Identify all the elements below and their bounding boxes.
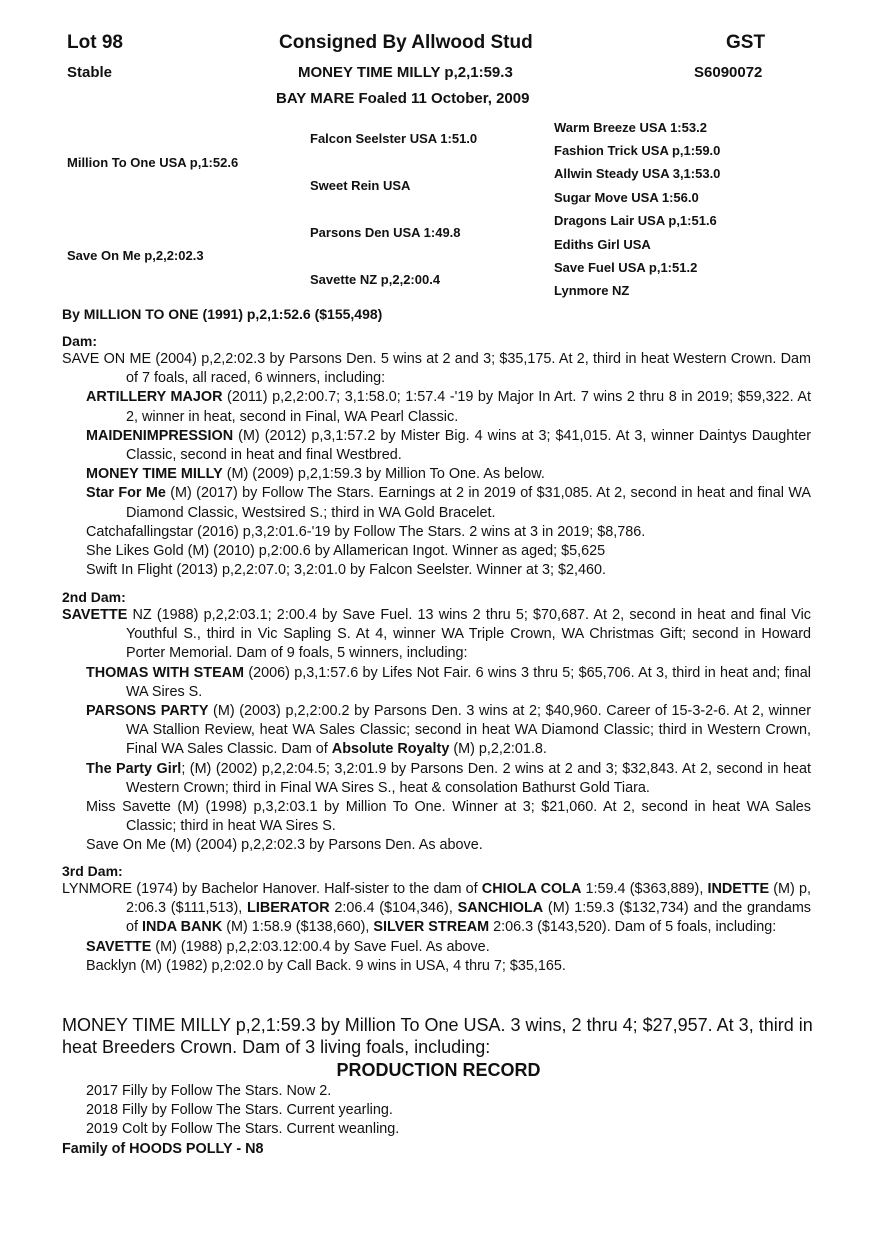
pedigree-gen3-7: Save Fuel USA p,1:51.2 (554, 260, 698, 275)
dam-progeny-7: Swift In Flight (2013) p,2,2:07.0; 3,2:01.0 by Falcon Seelster. Winner at 3; $2,460. (86, 562, 606, 579)
dam3-entry: LYNMORE (1974) by Bachelor Hanover. Half-sister to the dam of CHIOLA COLA 1:59.4 ($363,889), INDETTE (M) p, 2:06.3 ($111,513), LIBERATOR 2:06.4 ($104,346), SANCHIOLA (M) 1:59.3 ($132,734) and the grandams of INDA BANK (M) 1:58.9 ($138,660), SILVER STREAM 2:06.3 ($143,520). Dam of 5 foals, including: (62, 881, 812, 936)
horse-name: MONEY TIME MILLY p,2,1:59.3 (298, 64, 513, 81)
dam2-progeny-4: Miss Savette (M) (1998) p,3,2:03.1 by Million To One. Winner at 3; $21,060. At 2, second in heat WA Sales Classic; third in heat WA Sires S. (86, 799, 811, 835)
dam-progeny-3: MONEY TIME MILLY (M) (2009) p,2,1:59.3 by Million To One. As below. (86, 466, 545, 483)
dam-entry: SAVE ON ME (2004) p,2,2:02.3 by Parsons Den. 5 wins at 2 and 3; $35,175. At 2, third in heat Western Crown. Dam of 7 foals, all raced, 6 winners, including: (62, 351, 811, 387)
family-line: Family of HOODS POLLY - N8 (62, 1141, 264, 1157)
dam2-entry: SAVETTE NZ (1988) p,2,2:03.1; 2:00.4 by Save Fuel. 13 wins 2 thru 5; $70,687. At 2, second in heat and final Vic Youthful S., third in Vic Sapling S. At 4, winner WA Triple Crown, WA Christmas Gift; second in Howard Porter Memorial. Dam of 9 foals, 5 winners, including: (62, 607, 811, 662)
dam3-progeny-2: Backlyn (M) (1982) p,2:02.0 by Call Back. 9 wins in USA, 4 thru 7; $35,165. (86, 957, 566, 974)
lot-number: Lot 98 (67, 32, 123, 53)
production-item-1: 2017 Filly by Follow The Stars. Now 2. (86, 1083, 332, 1099)
dam-section (62, 350, 811, 580)
dam2-progeny-5: Save On Me (M) (2004) p,2,2:02.3 by Parsons Den. As above. (86, 837, 483, 854)
dam3-heading: 3rd Dam: (62, 863, 123, 879)
pedigree-gen3-8: Lynmore NZ (554, 283, 630, 298)
summary: MONEY TIME MILLY p,2,1:59.3 by Million To One USA. 3 wins, 2 thru 4; $27,957. At 3, third in heat Breeders Crown. Dam of 3 living foals, including: (62, 1015, 813, 1057)
pedigree-gen3-6: Ediths Girl USA (554, 237, 651, 252)
dam2-progeny-1: THOMAS WITH STEAM (2006) p,3,1:57.6 by Lifes Not Fair. 6 wins 3 thru 5; $65,706. At 3, third in heat and; final WA Sires S. (86, 664, 811, 700)
dam2-section (62, 606, 811, 856)
dam3-section (62, 880, 811, 976)
by-line: By MILLION TO ONE (1991) p,2,1:52.6 ($155,498) (62, 306, 383, 322)
pedigree-sire-dam: Sweet Rein USA (310, 178, 411, 193)
consignor: Consigned By Allwood Stud (279, 32, 533, 53)
dam-progeny-1: ARTILLERY MAJOR (2011) p,2,2:00.7; 3,1:58.0; 1:57.4 -'19 by Major In Art. 7 wins 2 thru 8 in 2019; $59,322. At 2, winner in heat, second in Final, WA Pearl Classic. (86, 389, 811, 425)
pedigree-gen3-4: Sugar Move USA 1:56.0 (554, 190, 699, 205)
pedigree-dam-sire: Parsons Den USA 1:49.8 (310, 225, 461, 240)
dam-heading: Dam: (62, 333, 98, 349)
pedigree-sire-sire: Falcon Seelster USA 1:51.0 (310, 131, 478, 146)
production-item-3: 2019 Colt by Follow The Stars. Current weanling. (86, 1121, 400, 1137)
dam2-progeny-3: The Party Girl; (M) (2002) p,2,2:04.5; 3,2:01.9 by Parsons Den. 2 wins at 2 and 3; $32,843. At 2, second in heat Western Crown; third in Final WA Sires S., heat & consolation Bathurst Gold Tiara. (86, 760, 811, 796)
dam-progeny-5: Catchafallingstar (2016) p,3,2:01.6-'19 by Follow The Stars. 2 wins at 3 in 2019; $8,786. (86, 523, 646, 540)
production-item-2: 2018 Filly by Follow The Stars. Current yearling. (86, 1102, 393, 1118)
dam-progeny-2: MAIDENIMPRESSION (M) (2012) p,3,1:57.2 by Mister Big. 4 wins at 3; $41,015. At 3, winner Daintys Daughter Classic, second in heat and final Westbred. (86, 427, 811, 464)
production-heading: PRODUCTION RECORD (336, 1060, 541, 1080)
pedigree-gen3-2: Fashion Trick USA p,1:59.0 (554, 143, 721, 158)
location: Stable (67, 64, 113, 81)
pedigree-gen3-5: Dragons Lair USA p,1:51.6 (554, 213, 717, 228)
pedigree-gen3-3: Allwin Steady USA 3,1:53.0 (554, 166, 721, 181)
pedigree-sire: Million To One USA p,1:52.6 (67, 155, 239, 170)
horse-id: S6090072 (694, 64, 763, 81)
pedigree-dam-dam: Savette NZ p,2,2:00.4 (310, 272, 441, 287)
pedigree-gen3-1: Warm Breeze USA 1:53.2 (554, 120, 707, 135)
horse-description: BAY MARE Foaled 11 October, 2009 (276, 90, 530, 107)
dam-progeny-4: Star For Me (M) (2017) by Follow The Stars. Earnings at 2 in 2019 of $31,085. At 2, second in heat and final WA Diamond Classic, Westsired S.; third in WA Gold Bracelet. (86, 485, 811, 521)
dam2-heading: 2nd Dam: (62, 589, 126, 605)
sale-code: GST (726, 32, 766, 53)
pedigree-dam: Save On Me p,2,2:02.3 (67, 248, 204, 263)
dam-progeny-6: She Likes Gold (M) (2010) p,2:00.6 by Allamerican Ingot. Winner as aged; $5,625 (86, 543, 606, 560)
dam2-progeny-2: PARSONS PARTY (M) (2003) p,2,2:00.2 by Parsons Den. 3 wins at 2; $40,960. Career of 15-3-2-6. At 2, winner WA Stallion Review, heat WA Sales Classic; second in heat WA Diamond Classic; third in Western Crown, Final WA Sales Classic. Dam of Absolute Royalty (M) p,2,2:01.8. (86, 703, 811, 758)
dam3-progeny-1: SAVETTE (M) (1988) p,2,2:03.12:00.4 by Save Fuel. As above. (86, 938, 490, 955)
